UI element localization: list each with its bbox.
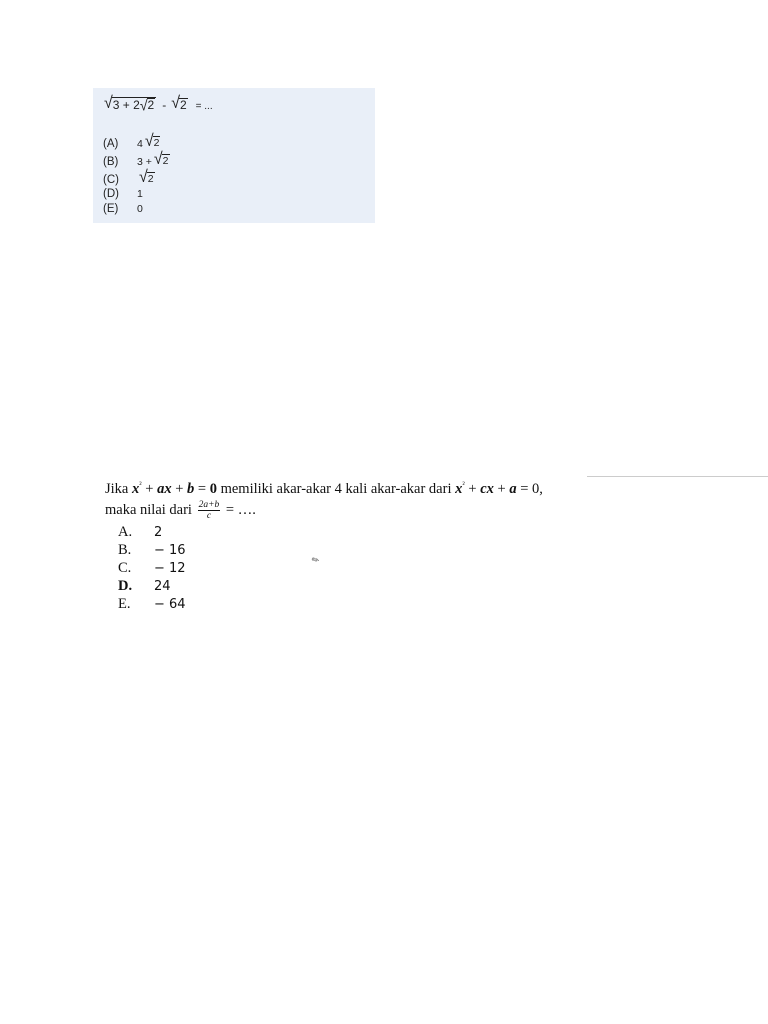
option-label: E. xyxy=(118,596,131,612)
text: Jika xyxy=(105,480,132,497)
text: + xyxy=(141,480,158,497)
var-a: a xyxy=(509,480,517,497)
sqrt-sign: √ xyxy=(153,150,163,169)
q1-option-c[interactable] xyxy=(103,170,155,186)
sqrt-sign: √ xyxy=(139,168,148,187)
sqrt-sign: √ xyxy=(104,94,113,113)
radical-outer xyxy=(104,96,156,112)
exponent: ² xyxy=(462,480,465,489)
option-value xyxy=(137,134,160,150)
text: + xyxy=(464,480,481,497)
option-label: D. xyxy=(118,578,133,594)
sqrt-sign: √ xyxy=(139,96,148,114)
radical-inner xyxy=(140,98,155,112)
radical-second xyxy=(171,96,187,112)
scan-line xyxy=(587,476,768,477)
q2-option-e[interactable] xyxy=(118,596,186,613)
q2-option-b[interactable] xyxy=(118,542,186,559)
option-radicand: 2 xyxy=(153,137,160,149)
text: + xyxy=(493,480,510,497)
q1-option-e[interactable] xyxy=(103,203,143,215)
option-value xyxy=(137,152,170,168)
question-1-expression xyxy=(104,96,213,112)
option-value: 1 xyxy=(137,188,143,200)
text: = …. xyxy=(222,501,256,518)
option-label: B. xyxy=(118,542,132,558)
equals-ellipsis: = ... xyxy=(195,101,213,112)
q1-option-a[interactable] xyxy=(103,134,160,150)
option-radical xyxy=(145,134,161,150)
radicand-inner: 2 xyxy=(147,98,155,112)
option-label: (D) xyxy=(103,188,119,200)
q1-option-d[interactable] xyxy=(103,188,143,200)
question-2-line-1 xyxy=(105,480,543,498)
option-radical xyxy=(139,170,155,186)
exponent: ² xyxy=(139,480,142,489)
term-cx: cx xyxy=(480,480,494,497)
option-value: − 64 xyxy=(154,597,186,612)
question-2-line-2 xyxy=(105,500,256,521)
text: = xyxy=(194,480,210,497)
radicand-second: 2 xyxy=(179,98,187,112)
option-label: (A) xyxy=(103,138,119,150)
sqrt-sign: √ xyxy=(171,94,180,113)
q2-option-a[interactable] xyxy=(118,524,162,541)
zero: 0 xyxy=(209,480,217,497)
radicand-outer xyxy=(112,97,156,112)
text: maka nilai dari xyxy=(105,501,196,518)
q2-option-d[interactable] xyxy=(118,578,171,595)
denominator: c xyxy=(206,511,212,521)
option-label: (E) xyxy=(103,203,119,215)
option-value: − 16 xyxy=(154,543,186,558)
fraction xyxy=(198,500,221,521)
pen-cursor-icon: ✎ xyxy=(309,553,322,567)
var-x: x xyxy=(131,480,140,497)
var-b: b xyxy=(187,480,195,497)
option-label: (C) xyxy=(103,174,119,186)
q1-option-b[interactable] xyxy=(103,152,170,168)
option-value: 24 xyxy=(154,579,171,594)
text: = 0, xyxy=(516,480,543,497)
option-label: (B) xyxy=(103,156,119,168)
text: + xyxy=(171,480,188,497)
radicand-text: 3 + 2 xyxy=(112,98,140,112)
option-radicand: 2 xyxy=(147,173,154,185)
q2-option-c[interactable] xyxy=(118,560,186,577)
term-ax: ax xyxy=(157,480,172,497)
minus-sign: - xyxy=(162,98,167,112)
option-prefix: 3 + xyxy=(137,156,152,168)
option-prefix: 4 xyxy=(137,138,143,150)
option-radical xyxy=(154,152,170,168)
var-x: x xyxy=(455,480,463,497)
option-value: 0 xyxy=(137,203,143,215)
sqrt-sign: √ xyxy=(144,132,154,151)
option-label: C. xyxy=(118,560,132,576)
question-1-box xyxy=(93,88,375,223)
option-value: 2 xyxy=(154,525,163,540)
option-value xyxy=(139,170,155,186)
text: memiliki akar-akar 4 kali akar-akar dari xyxy=(216,480,456,497)
option-radicand: 2 xyxy=(162,155,169,167)
numerator: 2a+b xyxy=(198,500,220,510)
option-value: − 12 xyxy=(154,561,186,576)
option-label: A. xyxy=(118,524,133,540)
